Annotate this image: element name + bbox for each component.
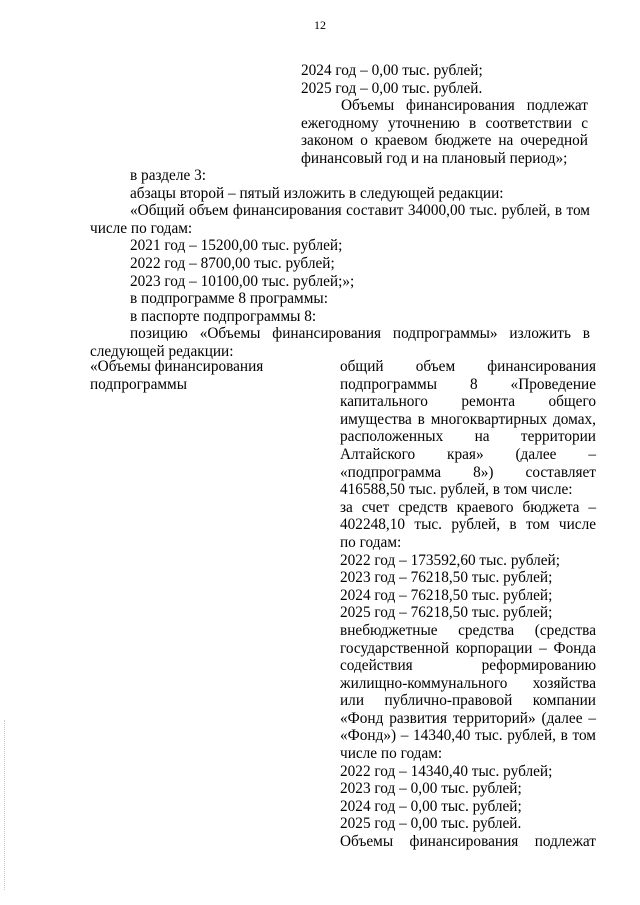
passport-value-line: или публично-правовой компании (340, 692, 596, 710)
passport-value-line: имущества в многоквартирных домах, (340, 410, 596, 428)
passport-value-line: 2024 год – 0,00 тыс. рублей; (340, 797, 522, 815)
passport-value-line: 2023 год – 76218,50 тыс. рублей; (340, 569, 553, 587)
passport-value-line: числе по годам: (340, 745, 443, 763)
passport-value-line: 2023 год – 0,00 тыс. рублей; (340, 780, 522, 798)
passport-right-column (340, 358, 596, 851)
passport-value-line: за счет средств краевого бюджета – (340, 498, 596, 516)
passport-value-line: государственной корпорации – Фонда (340, 639, 596, 657)
text-line: в паспорте подпрограммы 8: (130, 307, 317, 325)
passport-value-line: по годам: (340, 533, 402, 551)
passport-value-line: внебюджетные средства (средства (340, 621, 596, 639)
text-line: 2023 год – 10100,00 тыс. рублей;»; (130, 272, 355, 290)
text-line: числе по годам: (90, 219, 193, 237)
passport-value-line: 2022 год – 173592,60 тыс. рублей; (340, 551, 560, 569)
text-line: следующей редакции: (90, 342, 234, 360)
passport-value-line: содействия реформированию (340, 657, 596, 675)
passport-left-column (90, 358, 320, 393)
passport-value-line: общий объем финансирования (340, 358, 596, 375)
passport-value-line: «Фонд») – 14340,40 тыс. рублей, в том (340, 727, 596, 745)
top-continuation-block (301, 62, 588, 168)
text-line: в разделе 3: (130, 167, 206, 184)
text-line: позицию «Объемы финансирования подпрограммы» изложить в (130, 325, 590, 343)
passport-value-line: Алтайского края» (далее – (340, 445, 596, 463)
text-line: финансовый год и на плановый период»; (301, 149, 568, 167)
main-text-block (90, 167, 590, 361)
text-line: 2021 год – 15200,00 тыс. рублей; (130, 237, 343, 255)
passport-value-line: 416588,50 тыс. рублей, в том числе: (340, 481, 573, 499)
passport-value-line: 2024 год – 76218,50 тыс. рублей; (340, 586, 553, 604)
text-line: 2024 год – 0,00 тыс. рублей; (301, 62, 483, 79)
text-line: Объемы финансирования подлежат (341, 97, 588, 115)
text-line: абзацы второй – пятый изложить в следующей редакции: (130, 184, 504, 202)
text-line: 2025 год – 0,00 тыс. рублей. (301, 79, 483, 97)
passport-value-line: расположенных на территории (340, 428, 596, 446)
passport-value-line: подпрограммы 8 «Проведение (340, 375, 596, 393)
page-number: 12 (314, 18, 326, 32)
passport-value-line: Объемы финансирования подлежат (340, 833, 596, 851)
passport-value-line: «Фонд развития территорий» (далее – (340, 709, 596, 727)
passport-value-line: 402248,10 тыс. рублей, в том числе (340, 516, 596, 534)
text-line: «Общий объем финансирования составит 34000,00 тыс. рублей, в том (130, 202, 590, 220)
text-line: ежегодному уточнению в соответствии с (301, 114, 588, 132)
text-line: 2022 год – 8700,00 тыс. рублей; (130, 254, 335, 272)
scan-artifact (4, 720, 8, 890)
passport-value-line: 2022 год – 14340,40 тыс. рублей; (340, 762, 553, 780)
passport-value-line: капитального ремонта общего (340, 393, 596, 411)
passport-label-line: подпрограммы (90, 375, 188, 393)
passport-value-line: 2025 год – 76218,50 тыс. рублей; (340, 604, 553, 622)
text-line: законом о краевом бюджете на очередной (301, 132, 588, 150)
passport-value-line: «подпрограмма 8») составляет (340, 463, 596, 481)
passport-value-line: 2025 год – 0,00 тыс. рублей. (340, 815, 522, 833)
passport-label-line: «Объемы финансирования (90, 358, 264, 375)
text-line: в подпрограмме 8 программы: (130, 290, 328, 308)
passport-value-line: жилищно-коммунального хозяйства (340, 674, 596, 692)
